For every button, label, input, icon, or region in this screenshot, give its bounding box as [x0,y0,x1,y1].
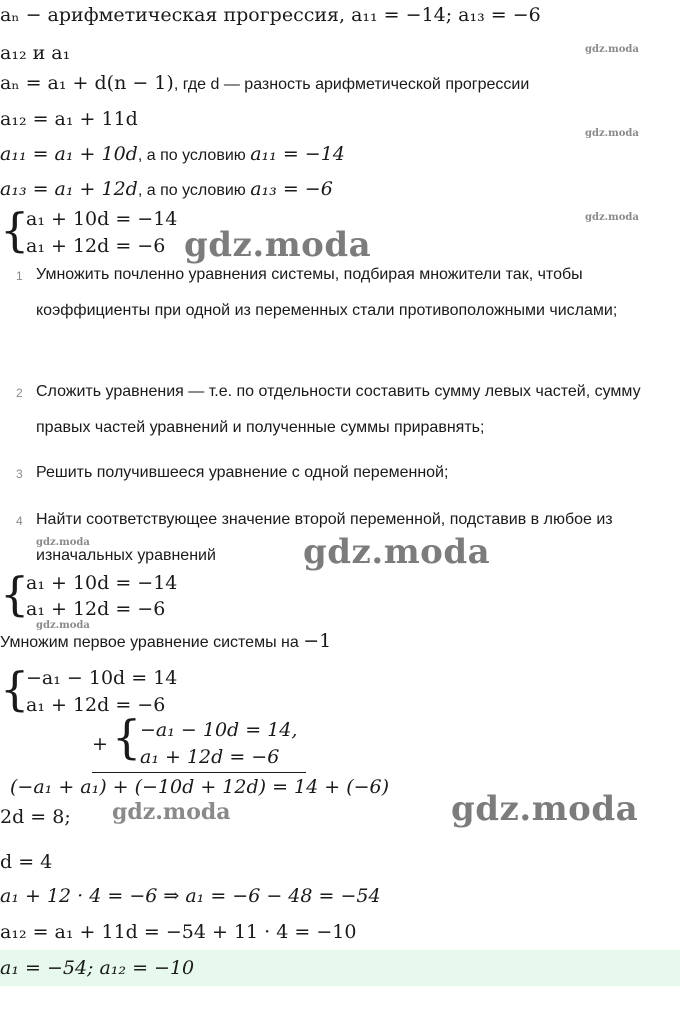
system3-eq2: a₁ + 12d = −6 [26,694,166,716]
formula-text: , где d — разность арифметической прогрессии [173,76,530,93]
system-brace: { [0,203,30,257]
list-item [16,374,676,454]
a11-line [0,143,345,165]
step-text: Сложить уравнения — т.е. по отдельности составить сумму левых частей, сумму правых частей уравнений и полученные суммы приравнять; [36,383,641,436]
result-a12: a₁₂ = a₁ + 11d = −54 + 11 · 4 = −10 [0,921,357,943]
system4-eq2: a₁ + 12d = −6 [140,746,280,768]
watermark-small: gdz.moda [585,212,639,223]
watermark-small: gdz.moda [585,128,639,139]
a11-condition: a₁₁ = −14 [250,143,345,165]
a11-math: a₁₁ = a₁ + 10d [0,143,138,165]
watermark-large: gdz.moda [303,532,491,572]
step-text: Найти соответствующее значение второй переменной, подставив в любое из изначальных уравнений [36,511,613,564]
formula-math: aₙ = a₁ + d(n − 1) [0,72,174,94]
watermark-large: gdz.moda [451,789,639,829]
system3-eq1: −a₁ − 10d = 14 [26,667,178,689]
list-item [16,257,676,377]
system4-eq1: −a₁ − 10d = 14, [140,719,298,741]
step-number: 1 [16,269,23,283]
step-number: 2 [16,386,23,400]
step-text: Решить получившееся уравнение с одной переменной; [36,464,449,481]
system2-eq2: a₁ + 12d = −6 [26,598,166,620]
system2-eq1: a₁ + 10d = −14 [26,572,178,594]
multiply-value: −1 [303,630,332,652]
result-d: d = 4 [0,851,53,873]
find-line: a₁₂ и a₁ [0,42,71,64]
sum-result: (−a₁ + a₁) + (−10d + 12d) = 14 + (−6) [10,776,390,798]
a13-condition: a₁₃ = −6 [250,178,333,200]
watermark-medium: gdz.moda [112,799,231,825]
given-line: aₙ − арифметическая прогрессия, a₁₁ = −14; a₁₃ = −6 [0,4,541,26]
final-answer: a₁ = −54; a₁₂ = −10 [0,957,195,979]
system-brace: { [0,662,30,716]
step-number: 3 [16,467,23,481]
system-brace: { [0,567,30,621]
system-brace: { [112,710,142,764]
watermark-small: gdz.moda [36,537,90,548]
system1-eq2: a₁ + 12d = −6 [26,235,166,257]
a13-math: a₁₃ = a₁ + 12d [0,178,138,200]
plus-sign: + [92,733,108,755]
step-number: 4 [16,514,23,528]
a11-text: , а по условию [137,147,246,164]
sum-line [92,772,306,773]
list-item [16,455,676,495]
watermark-small: gdz.moda [585,44,639,55]
formula-line [0,72,529,94]
a13-text: , а по условию [137,182,246,199]
step-text: Умножить почленно уравнения системы, подбирая множители так, чтобы коэффициенты при одной из переменных стали противоположными числами; [36,266,618,319]
result-2d: 2d = 8; [0,806,71,828]
watermark-small: gdz.moda [36,620,90,631]
result-a1: a₁ + 12 · 4 = −6 ⇒ a₁ = −6 − 48 = −54 [0,885,381,907]
system1-eq1: a₁ + 10d = −14 [26,208,178,230]
a12-formula: a₁₂ = a₁ + 11d [0,108,138,130]
multiply-line [0,630,331,652]
watermark-large: gdz.moda [184,225,372,265]
a13-line [0,178,333,200]
multiply-text: Умножим первое уравнение системы на [0,634,299,651]
